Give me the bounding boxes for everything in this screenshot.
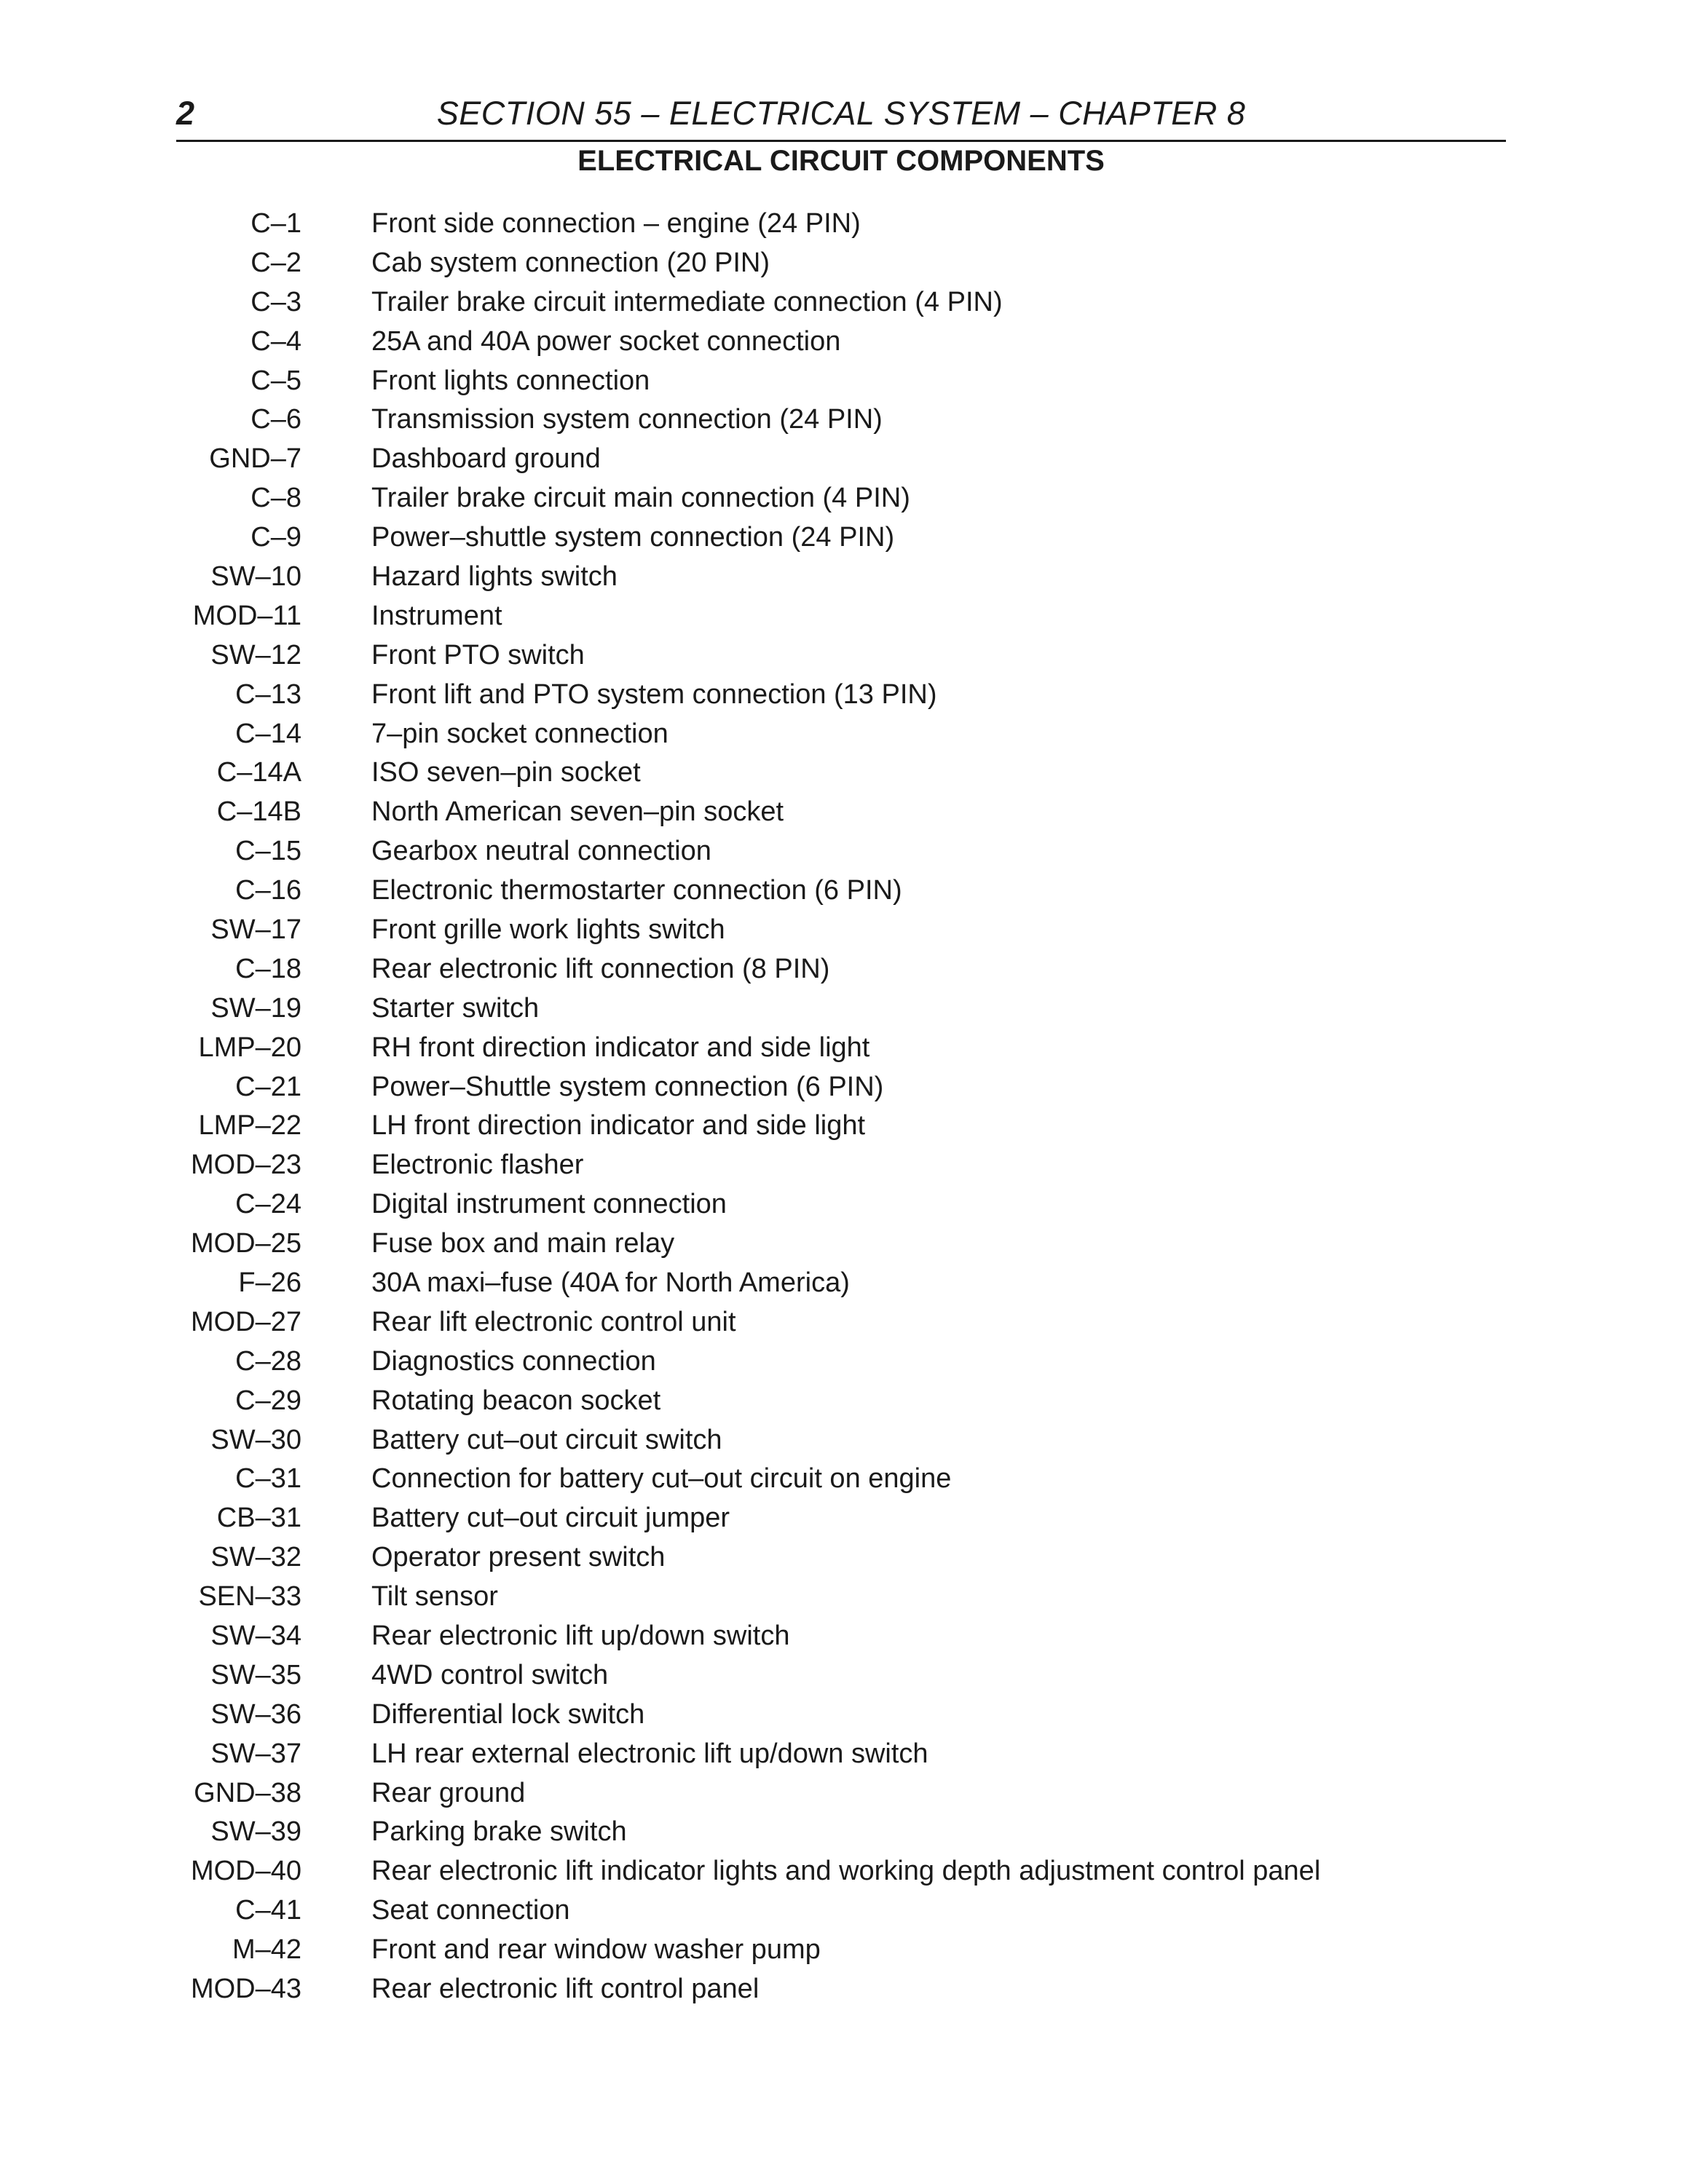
- component-row: [0, 871, 1688, 910]
- component-description: Instrument: [371, 600, 502, 631]
- component-description: 30A maxi–fuse (40A for North America): [371, 1267, 850, 1298]
- component-row: [0, 1498, 1688, 1538]
- component-row: [0, 204, 1688, 243]
- component-code: SW–36: [210, 1698, 301, 1730]
- component-row: [0, 1969, 1688, 2009]
- component-description: Rear lift electronic control unit: [371, 1306, 736, 1337]
- component-description: Front lights connection: [371, 365, 650, 396]
- component-row: [0, 361, 1688, 400]
- component-description: RH front direction indicator and side light: [371, 1032, 870, 1063]
- component-code: C–31: [235, 1463, 301, 1495]
- component-description: Front PTO switch: [371, 639, 585, 670]
- component-description: Fuse box and main relay: [371, 1228, 675, 1259]
- component-code: MOD–27: [190, 1306, 301, 1337]
- component-code: MOD–43: [190, 1974, 301, 2005]
- component-code: C–16: [235, 875, 301, 906]
- component-row: [0, 243, 1688, 282]
- section-heading: ELECTRICAL CIRCUIT COMPONENTS: [577, 145, 1105, 177]
- component-row: [0, 675, 1688, 714]
- component-code: C–6: [251, 404, 301, 435]
- component-code: SW–34: [210, 1621, 301, 1651]
- component-description: Seat connection: [371, 1895, 570, 1926]
- component-code: C–13: [235, 678, 301, 710]
- component-row: [0, 439, 1688, 478]
- component-code: C–18: [235, 953, 301, 984]
- component-row: [0, 596, 1688, 636]
- component-code: C–14A: [216, 757, 301, 788]
- component-description: Diagnostics connection: [371, 1345, 656, 1377]
- component-description: Differential lock switch: [371, 1698, 645, 1730]
- component-row: [0, 400, 1688, 439]
- component-row: [0, 1460, 1688, 1499]
- component-row: [0, 282, 1688, 322]
- component-code: SW–39: [210, 1816, 301, 1848]
- component-description: 4WD control switch: [371, 1659, 609, 1690]
- component-row: [0, 1891, 1688, 1930]
- component-row: [0, 1342, 1688, 1381]
- component-description: Hazard lights switch: [371, 561, 618, 592]
- component-row: [0, 831, 1688, 871]
- component-description: Rear electronic lift indicator lights and working depth adjustment control panel: [371, 1856, 1321, 1887]
- component-description: Trailer brake circuit main connection (4 PIN): [371, 483, 910, 514]
- component-row: [0, 989, 1688, 1028]
- component-description: Front grille work lights switch: [371, 914, 725, 945]
- component-description: North American seven–pin socket: [371, 796, 784, 828]
- component-row: [0, 1616, 1688, 1655]
- component-code: SW–17: [210, 914, 301, 945]
- component-code: SW–35: [210, 1659, 301, 1690]
- component-description: Tilt sensor: [371, 1581, 498, 1613]
- component-code: C–2: [251, 247, 301, 278]
- component-code: GND–38: [194, 1777, 301, 1808]
- component-row: [0, 1302, 1688, 1342]
- component-description: Electronic flasher: [371, 1150, 584, 1181]
- component-description: ISO seven–pin socket: [371, 757, 641, 788]
- component-code: C–28: [235, 1345, 301, 1377]
- component-row: [0, 949, 1688, 989]
- component-row: [0, 1695, 1688, 1734]
- component-description: 25A and 40A power socket connection: [371, 325, 841, 357]
- component-row: [0, 557, 1688, 596]
- component-row: [0, 1930, 1688, 1969]
- component-row: [0, 714, 1688, 753]
- component-code: SW–30: [210, 1424, 301, 1455]
- component-code: C–5: [251, 365, 301, 396]
- component-description: Rear electronic lift connection (8 PIN): [371, 953, 830, 984]
- component-code: C–4: [251, 325, 301, 357]
- component-code: MOD–40: [190, 1856, 301, 1887]
- component-row: [0, 792, 1688, 831]
- component-code: F–26: [238, 1267, 301, 1298]
- component-row: [0, 518, 1688, 557]
- component-row: [0, 910, 1688, 949]
- component-description: Rear electronic lift control panel: [371, 1974, 760, 2005]
- component-description: LH rear external electronic lift up/down switch: [371, 1738, 928, 1769]
- component-row: [0, 1067, 1688, 1107]
- component-description: Battery cut–out circuit jumper: [371, 1503, 730, 1534]
- component-code: SW–12: [210, 639, 301, 670]
- component-description: Rear electronic lift up/down switch: [371, 1621, 790, 1651]
- component-list: [0, 204, 1688, 2009]
- component-code: C–14: [235, 718, 301, 749]
- component-code: C–15: [235, 836, 301, 867]
- component-code: C–3: [251, 286, 301, 317]
- component-row: [0, 1813, 1688, 1852]
- component-description: LH front direction indicator and side light: [371, 1110, 866, 1142]
- component-description: Front and rear window washer pump: [371, 1934, 821, 1966]
- component-description: Parking brake switch: [371, 1816, 627, 1848]
- component-code: SW–19: [210, 992, 301, 1024]
- component-description: Battery cut–out circuit switch: [371, 1424, 722, 1455]
- component-row: [0, 1224, 1688, 1263]
- component-code: C–21: [235, 1071, 301, 1102]
- component-row: [0, 1577, 1688, 1616]
- component-row: [0, 1420, 1688, 1460]
- component-row: [0, 322, 1688, 361]
- component-description: Rear ground: [371, 1777, 526, 1808]
- component-row: [0, 1773, 1688, 1813]
- component-code: C–8: [251, 483, 301, 514]
- component-row: [0, 753, 1688, 792]
- component-description: 7–pin socket connection: [371, 718, 669, 749]
- component-code: SW–10: [210, 561, 301, 592]
- component-row: [0, 1381, 1688, 1420]
- component-row: [0, 1145, 1688, 1184]
- component-code: SW–32: [210, 1542, 301, 1573]
- component-code: LMP–20: [198, 1032, 301, 1063]
- component-row: [0, 1263, 1688, 1302]
- component-description: Front side connection – engine (24 PIN): [371, 207, 861, 239]
- component-code: GND–7: [209, 443, 301, 475]
- component-code: MOD–25: [190, 1228, 301, 1259]
- component-code: MOD–23: [190, 1150, 301, 1181]
- component-row: [0, 1538, 1688, 1577]
- component-description: Gearbox neutral connection: [371, 836, 711, 867]
- component-description: Front lift and PTO system connection (13 PIN): [371, 678, 937, 710]
- component-description: Digital instrument connection: [371, 1189, 727, 1220]
- component-code: C–1: [251, 207, 301, 239]
- component-code: C–9: [251, 522, 301, 553]
- component-code: SEN–33: [198, 1581, 301, 1613]
- component-description: Power–Shuttle system connection (6 PIN): [371, 1071, 884, 1102]
- component-row: [0, 1655, 1688, 1695]
- component-code: MOD–11: [192, 600, 301, 631]
- component-description: Starter switch: [371, 992, 540, 1024]
- component-row: [0, 1184, 1688, 1224]
- running-title: SECTION 55 – ELECTRICAL SYSTEM – CHAPTER 8: [436, 95, 1246, 132]
- component-description: Rotating beacon socket: [371, 1385, 661, 1416]
- component-code: M–42: [232, 1934, 301, 1966]
- component-code: CB–31: [216, 1503, 301, 1534]
- component-description: Operator present switch: [371, 1542, 666, 1573]
- page-number: 2: [176, 95, 195, 132]
- component-description: Trailer brake circuit intermediate connection (4 PIN): [371, 286, 1003, 317]
- component-code: C–14B: [216, 796, 301, 828]
- component-description: Transmission system connection (24 PIN): [371, 404, 883, 435]
- component-code: C–41: [235, 1895, 301, 1926]
- component-description: Dashboard ground: [371, 443, 601, 475]
- component-description: Connection for battery cut–out circuit on engine: [371, 1463, 952, 1495]
- component-row: [0, 1106, 1688, 1145]
- component-row: [0, 1028, 1688, 1067]
- component-row: [0, 478, 1688, 518]
- component-code: C–24: [235, 1189, 301, 1220]
- component-description: Power–shuttle system connection (24 PIN): [371, 522, 895, 553]
- component-code: C–29: [235, 1385, 301, 1416]
- component-row: [0, 636, 1688, 675]
- component-row: [0, 1734, 1688, 1773]
- component-code: LMP–22: [198, 1110, 301, 1142]
- component-description: Cab system connection (20 PIN): [371, 247, 770, 278]
- component-code: SW–37: [210, 1738, 301, 1769]
- component-row: [0, 1851, 1688, 1891]
- page-header: [176, 87, 1506, 142]
- component-description: Electronic thermostarter connection (6 PIN): [371, 875, 902, 906]
